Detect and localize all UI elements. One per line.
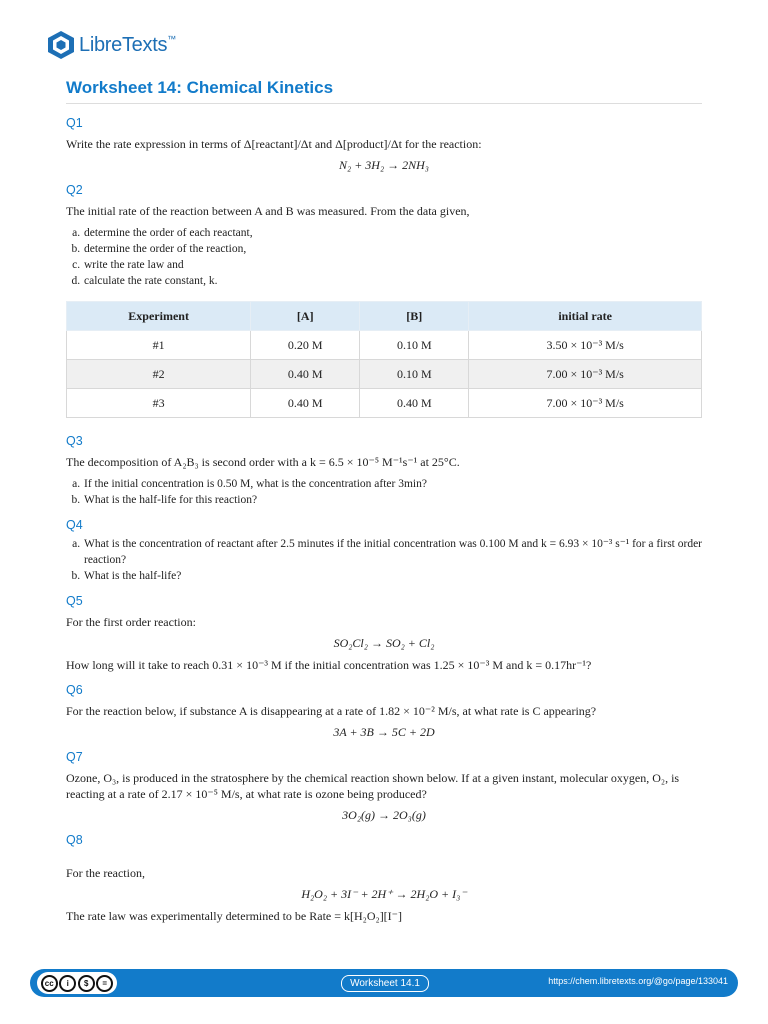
table-cell: #1	[67, 331, 251, 360]
creative-commons-license-badge[interactable]	[37, 972, 117, 994]
q8-equation: H₂O₂ + 3I⁻ + 2H⁺ → 2H₂O + I₃⁻	[301, 887, 467, 901]
table-cell: #2	[67, 360, 251, 389]
table-cell: 0.10 M	[360, 360, 469, 389]
question-heading-q2: Q2	[66, 183, 83, 197]
rate-data-table	[66, 301, 702, 418]
q8-text: For the reaction,	[66, 866, 145, 880]
table-cell: #3	[67, 389, 251, 418]
q1-text: Write the rate expression in terms of Δ[reactant]/Δt and Δ[product]/Δt for the reaction:	[66, 137, 482, 151]
page-footer	[30, 969, 738, 997]
table-cell: 0.20 M	[251, 331, 360, 360]
list-item: d. calculate the rate constant, k.	[83, 273, 702, 289]
q4-list	[66, 536, 702, 584]
no-derivatives-icon: =	[96, 975, 113, 992]
page-number-badge: Worksheet 14.1	[341, 975, 429, 992]
libretexts-logo[interactable]	[46, 27, 176, 63]
worksheet-content	[66, 78, 702, 930]
question-heading-q4: Q4	[66, 518, 83, 532]
table-row	[67, 331, 702, 360]
column-header: Experiment	[67, 302, 251, 331]
q5-text-2: How long will it take to reach 0.31 × 10⁻³ M if the initial concentration was 1.25 × 10⁻³ M and k = 0.17hr⁻¹?	[66, 658, 592, 672]
table-header-row	[67, 302, 702, 331]
question-heading-q7: Q7	[66, 750, 83, 764]
table-cell: 3.50 × 10⁻³ M/s	[469, 331, 702, 360]
q3-text: The decomposition of A₂B₃ is second order with a k = 6.5 × 10⁻⁵ M⁻¹s⁻¹ at 25°C.	[66, 455, 460, 469]
q2-list	[66, 225, 702, 289]
table-cell: 0.40 M	[251, 389, 360, 418]
question-heading-q8: Q8	[66, 833, 83, 847]
list-item: c. write the rate law and	[83, 257, 702, 273]
question-heading-q6: Q6	[66, 683, 83, 697]
q5-text: For the first order reaction:	[66, 615, 196, 629]
list-item: a. What is the concentration of reactant after 2.5 minutes if the initial concentration was 0.100 M and k = 6.93 × 10⁻³ s⁻¹ for a first order reaction?	[83, 536, 702, 568]
page-title: Worksheet 14: Chemical Kinetics	[66, 78, 702, 104]
q6-text: For the reaction below, if substance A is disappearing at a rate of 1.82 × 10⁻² M/s, at what rate is C appearing?	[66, 704, 597, 718]
q5-equation: SO₂Cl₂ → SO₂ + Cl₂	[333, 636, 435, 650]
q2-text: The initial rate of the reaction between A and B was measured. From the data given,	[66, 204, 470, 218]
q7-equation: 3O₂(g) → 2O₃(g)	[342, 808, 426, 822]
brand-name: LibreTexts™	[79, 33, 176, 56]
question-heading-q5: Q5	[66, 594, 83, 608]
list-item: b. What is the half-life?	[83, 568, 702, 584]
attribution-icon: i	[59, 975, 76, 992]
list-item: b. determine the order of the reaction,	[83, 241, 702, 257]
table-cell: 0.40 M	[251, 360, 360, 389]
table-cell: 7.00 × 10⁻³ M/s	[469, 360, 702, 389]
q1-equation: N₂ + 3H₂ → 2NH₃	[339, 158, 429, 172]
list-item: a. determine the order of each reactant,	[83, 225, 702, 241]
list-item: b. What is the half-life for this reaction?	[83, 492, 702, 508]
question-heading-q3: Q3	[66, 434, 83, 448]
q8-text-2: The rate law was experimentally determined to be Rate = k[H₂O₂][I⁻]	[66, 909, 403, 923]
table-row	[67, 360, 702, 389]
cc-icon: cc	[41, 975, 58, 992]
list-item: a. If the initial concentration is 0.50 M, what is the concentration after 3min?	[83, 476, 702, 492]
table-row	[67, 389, 702, 418]
column-header: initial rate	[469, 302, 702, 331]
table-cell: 0.40 M	[360, 389, 469, 418]
table-cell: 0.10 M	[360, 331, 469, 360]
libretexts-hexagon-icon	[46, 30, 76, 60]
column-header: [B]	[360, 302, 469, 331]
q7-text: Ozone, O₃, is produced in the stratosphere by the chemical reaction shown below. If at a given instant, molecular oxygen, O₂, is reacting at a rate of 2.17 × 10⁻⁵ M/s, at what rate is ozone being produced?	[66, 771, 680, 801]
table-cell: 7.00 × 10⁻³ M/s	[469, 389, 702, 418]
q3-list	[66, 476, 702, 508]
page-url-link[interactable]: https://chem.libretexts.org/@go/page/133041	[548, 976, 728, 986]
column-header: [A]	[251, 302, 360, 331]
question-heading-q1: Q1	[66, 116, 83, 130]
noncommercial-icon: $	[78, 975, 95, 992]
q6-equation: 3A + 3B → 5C + 2D	[333, 725, 435, 739]
